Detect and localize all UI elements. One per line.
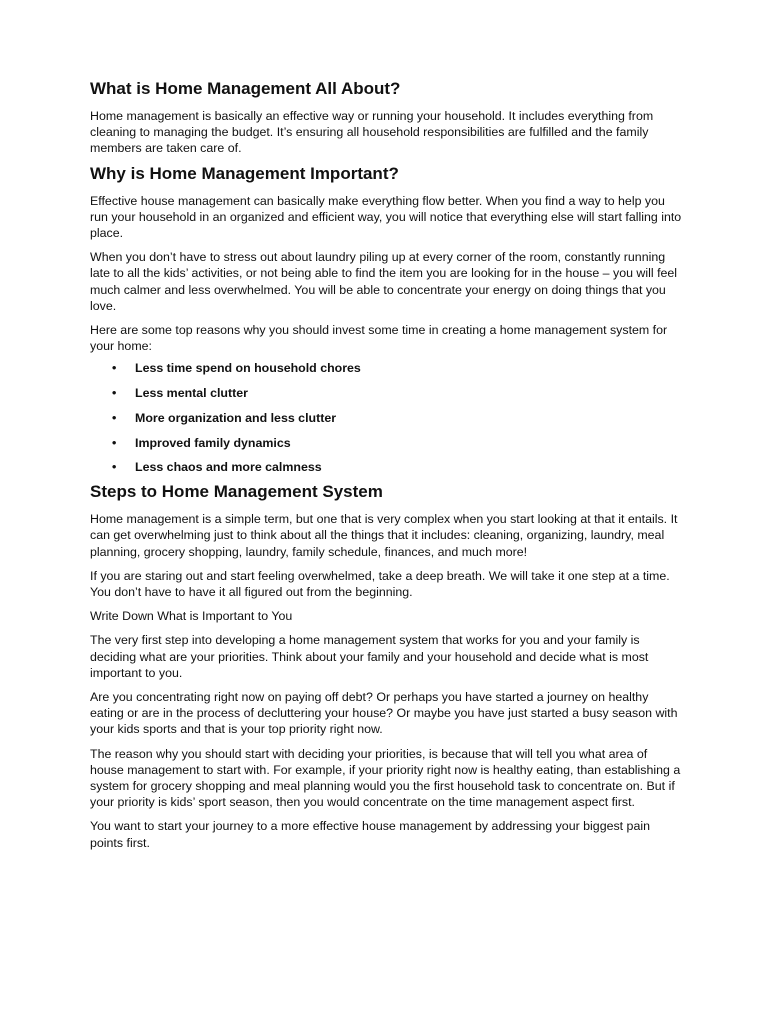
bullet-icon: •: [112, 435, 117, 450]
paragraph-priorities-1: The very first step into developing a home management system that works for you and your family is deciding what are your priorities. Think about your family and your household and decide what is most important to you.: [90, 633, 649, 680]
paragraph-steps-2: If you are staring out and start feeling overwhelmed, take a deep breath. We will take it one step at a time. You don’t have to have it all figured out from the beginning.: [90, 568, 670, 599]
paragraph-about-1: Home management is basically an effective way or running your household. It includes everything from cleaning to managing the budget. It’s ensuring all household responsibilities are fulfilled and the family members are taken care of.: [90, 109, 654, 156]
paragraph-steps-1: Home management is a simple term, but one that is very complex when you start looking at that it entails. It can get overwhelming just to think about all the things that it includes: cleaning, organizing, laundry, meal planning, grocery shopping, laundry, family schedule, finances, and much more!: [90, 512, 678, 559]
document-page: [90, 78, 682, 851]
bullet-icon: •: [112, 386, 117, 401]
paragraph-important-1: Effective house management can basically make everything flow better. When you find a way to help you run your household in an organized and efficient way, you will notice that everything else will start falling into place.: [90, 193, 682, 241]
paragraph-priorities-4: You want to start your journey to a more effective house management by addressing your biggest pain points first.: [90, 819, 650, 850]
paragraph-priorities-2: Are you concentrating right now on paying off debt? Or perhaps you have started a journey on healthy eating or are in the process of decluttering your house? Or maybe you have just started a busy season with your kids sports and that is your top priority right now.: [90, 690, 678, 737]
list-item-text: Less chaos and more calmness: [135, 460, 322, 475]
list-item-text: Improved family dynamics: [135, 435, 291, 450]
bullet-icon: •: [112, 460, 117, 475]
list-item: [90, 385, 682, 401]
bullet-icon: •: [112, 410, 117, 425]
list-item-text: Less time spend on household chores: [135, 361, 361, 376]
reasons-list: [90, 360, 682, 475]
heading-what-is-home-management: What is Home Management All About?: [90, 79, 401, 98]
heading-why-important: Why is Home Management Important?: [90, 163, 399, 183]
heading-steps: Steps to Home Management System: [90, 482, 383, 502]
bullet-icon: •: [112, 361, 117, 376]
list-item-text: Less mental clutter: [135, 386, 248, 401]
paragraph-important-3: Here are some top reasons why you should invest some time in creating a home management system for your home:: [90, 323, 668, 354]
list-item: [90, 459, 682, 475]
paragraph-priorities-3: The reason why you should start with deciding your priorities, is because that will tell you what area of house management to start with. For example, if your priority right now is healthy eating, than establishing a system for grocery shopping and meal planning would you the first household task to concentrate on. But if your priority is kids’ sport season, then you would concentrate on the time management aspect first.: [90, 746, 681, 810]
list-item: [90, 360, 682, 376]
paragraph-important-2: When you don’t have to stress out about laundry piling up at every corner of the room, constantly running late to all the kids’ activities, or not being able to find the item you are looking for in the house – you will feel much calmer and less overwhelmed. You will be able to concentrate your energy on doing things that you love.: [90, 250, 678, 313]
subheading-write-down: Write Down What is Important to You: [90, 609, 293, 624]
list-item: [90, 435, 682, 451]
list-item: [90, 410, 682, 426]
list-item-text: More organization and less clutter: [135, 410, 337, 425]
